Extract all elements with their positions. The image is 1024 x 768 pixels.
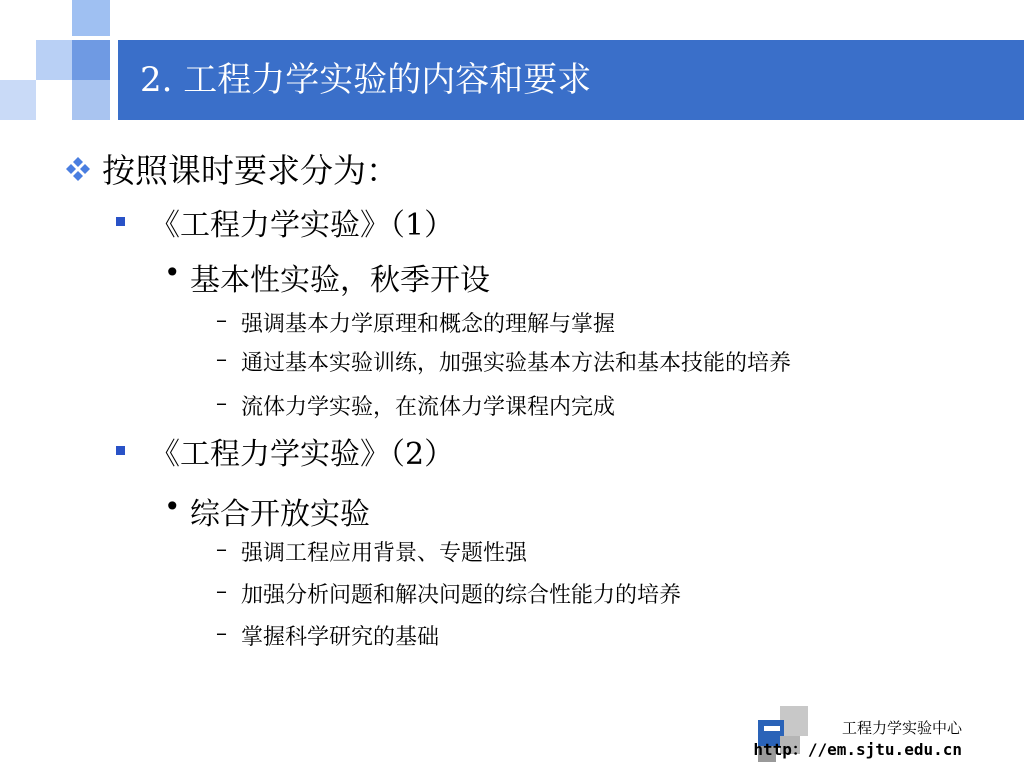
dash-bullet-icon: – bbox=[216, 579, 227, 604]
square-bullet-icon bbox=[116, 217, 125, 226]
list-item: 掌握科学研究的基础 bbox=[241, 625, 440, 650]
dot-bullet-icon: • bbox=[164, 490, 181, 523]
list-item: 强调基本力学原理和概念的理解与掌握 bbox=[241, 312, 616, 337]
square-bullet-icon bbox=[116, 446, 125, 455]
dash-bullet-icon: – bbox=[216, 391, 227, 416]
decor-square bbox=[72, 80, 110, 120]
diamond-bullet-icon bbox=[64, 155, 92, 183]
section-subheading: 基本性实验，秋季开设 bbox=[190, 263, 490, 298]
list-item: 流体力学实验，在流体力学课程内完成 bbox=[241, 395, 616, 420]
footer-url-link[interactable]: http：//em.sjtu.edu.cn bbox=[753, 740, 962, 759]
dash-bullet-icon: – bbox=[216, 537, 227, 562]
dash-bullet-icon: – bbox=[216, 308, 227, 333]
footer-center-name: 工程力学实验中心 bbox=[841, 719, 962, 737]
section-label: 《工程力学实验》（1） bbox=[150, 208, 455, 243]
decor-square bbox=[36, 40, 72, 80]
decor-square bbox=[0, 80, 36, 120]
section-label: 《工程力学实验》（2） bbox=[150, 437, 455, 472]
dash-bullet-icon: – bbox=[216, 621, 227, 646]
decor-square bbox=[72, 0, 110, 36]
content-heading: 按照课时要求分为： bbox=[102, 151, 399, 190]
decor-square bbox=[72, 40, 110, 80]
dot-bullet-icon: • bbox=[164, 256, 181, 289]
page-title: 2. 工程力学实验的内容和要求 bbox=[140, 60, 592, 100]
list-item: 加强分析问题和解决问题的综合性能力的培养 bbox=[241, 583, 682, 608]
dash-bullet-icon: – bbox=[216, 347, 227, 372]
section-subheading: 综合开放实验 bbox=[190, 497, 370, 532]
list-item: 通过基本实验训练，加强实验基本方法和基本技能的培养 bbox=[241, 351, 792, 376]
list-item: 强调工程应用背景、专题性强 bbox=[241, 541, 528, 566]
